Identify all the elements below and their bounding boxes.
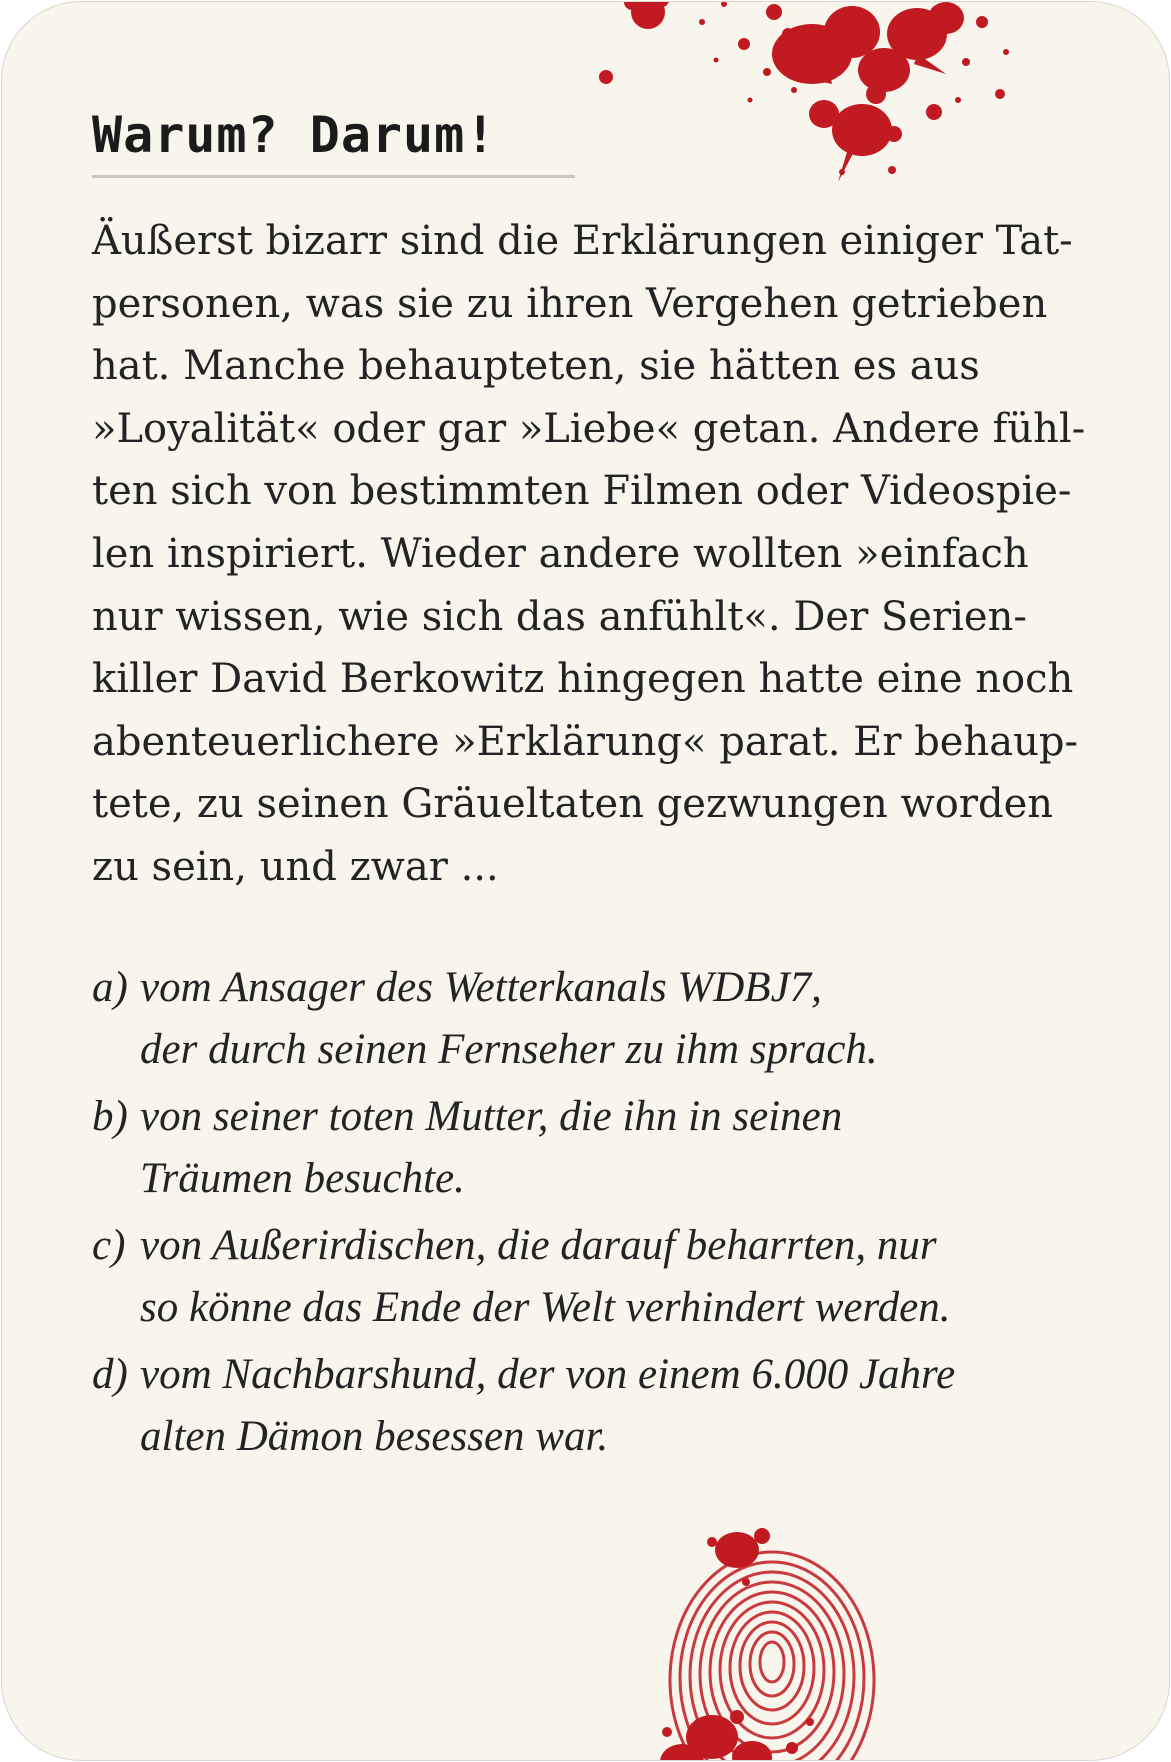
question-line: »Loyalität« oder gar »Liebe« getan. Andere fühl- xyxy=(92,405,1086,452)
answer-line: Träumen besuchte. xyxy=(140,1155,465,1202)
answer-option-a xyxy=(92,957,1092,1081)
answer-line: von Außerirdischen, die darauf beharrten, nur xyxy=(140,1222,937,1269)
answer-line: von seiner toten Mutter, die ihn in seinen xyxy=(140,1093,843,1140)
answer-text xyxy=(140,957,1092,1081)
question-line: ten sich von bestimmten Filmen oder Videospie- xyxy=(92,468,1072,515)
question-line: tete, zu seinen Gräueltaten gezwungen worden xyxy=(92,781,1054,828)
quiz-card xyxy=(1,1,1170,1761)
answer-text xyxy=(140,1215,1092,1339)
question-line: personen, was sie zu ihren Vergehen getrieben xyxy=(92,280,1048,327)
question-line: nur wissen, wie sich das anfühlt«. Der Serien- xyxy=(92,593,1027,640)
answer-line: alten Dämon besessen war. xyxy=(140,1413,609,1460)
card-title: Warum? Darum! xyxy=(92,106,497,164)
question-line: Äußerst bizarr sind die Erklärungen einiger Tat- xyxy=(92,218,1073,264)
answer-option-c xyxy=(92,1215,1092,1339)
bloody-fingerprint-icon xyxy=(642,1512,902,1761)
answer-letter: a) xyxy=(92,964,128,1011)
answer-letter: b) xyxy=(92,1093,128,1140)
answer-line: vom Ansager des Wetterkanals WDBJ7, xyxy=(140,964,822,1011)
blood-splatter-icon xyxy=(562,1,1022,202)
answer-line: so könne das Ende der Welt verhindert werden. xyxy=(140,1284,951,1331)
answer-line: der durch seinen Fernseher zu ihm sprach. xyxy=(140,1026,878,1073)
question-line: zu sein, und zwar ... xyxy=(92,843,499,890)
answer-text xyxy=(140,1344,1092,1468)
answer-options xyxy=(92,957,1092,1473)
answer-option-b xyxy=(92,1086,1092,1210)
answer-line: vom Nachbarshund, der von einem 6.000 Jahre xyxy=(140,1351,956,1398)
question-line: abenteuerlichere »Erklärung« parat. Er behaup- xyxy=(92,718,1078,765)
question-line: killer David Berkowitz hingegen hatte eine noch xyxy=(92,656,1074,703)
question-text xyxy=(92,210,1086,899)
answer-text xyxy=(140,1086,1092,1210)
question-line: len inspiriert. Wieder andere wollten »einfach xyxy=(92,530,1029,577)
question-line: hat. Manche behaupteten, sie hätten es aus xyxy=(92,343,980,390)
answer-letter: c) xyxy=(92,1222,126,1269)
answer-letter: d) xyxy=(92,1351,128,1398)
title-underline xyxy=(92,175,575,178)
answer-option-d xyxy=(92,1344,1092,1468)
